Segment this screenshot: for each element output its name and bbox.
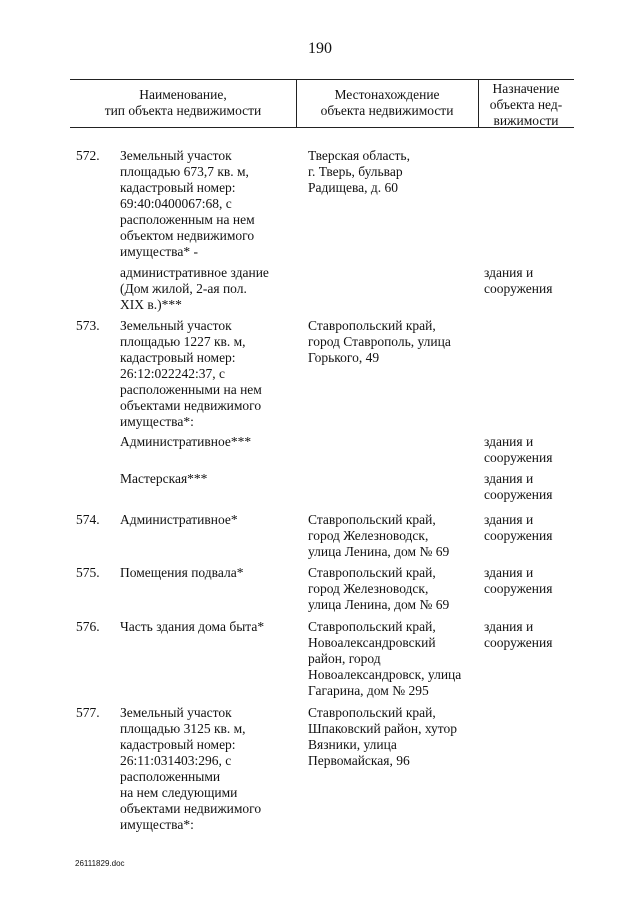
property-name-line: (Дом жилой, 2-ая пол. bbox=[120, 281, 247, 296]
property-purpose bbox=[484, 471, 574, 503]
property-location-line: Горького, 49 bbox=[308, 350, 380, 365]
property-name-line: Административное*** bbox=[120, 434, 252, 449]
property-name bbox=[120, 619, 290, 635]
property-location-line: город Железноводск, bbox=[308, 528, 429, 543]
property-name bbox=[120, 512, 290, 528]
property-name-line: расположенными на нем bbox=[120, 382, 262, 397]
property-purpose-line: сооружения bbox=[484, 487, 553, 502]
property-name-line: Административное* bbox=[120, 512, 238, 527]
property-name-line: кадастровый номер: bbox=[120, 737, 236, 752]
header-name-type bbox=[70, 87, 296, 119]
property-name-line: объектом недвижимого bbox=[120, 228, 255, 243]
property-name bbox=[120, 148, 290, 260]
property-location-line: Шпаковский район, хутор bbox=[308, 721, 458, 736]
property-location bbox=[308, 565, 480, 613]
property-purpose-line: здания и bbox=[484, 434, 534, 449]
property-name-line: Земельный участок bbox=[120, 148, 232, 163]
property-location-line: Ставропольский край, bbox=[308, 705, 436, 720]
property-name-line: площадью 1227 кв. м, bbox=[120, 334, 246, 349]
table-header-top-rule bbox=[70, 79, 574, 80]
property-name-line: Помещения подвала* bbox=[120, 565, 244, 580]
property-location-line: город Железноводск, bbox=[308, 581, 429, 596]
property-name bbox=[120, 318, 290, 430]
property-name-line: Часть здания дома быта* bbox=[120, 619, 265, 634]
property-name-line: кадастровый номер: bbox=[120, 350, 236, 365]
header-purpose bbox=[478, 81, 574, 129]
property-name-line: Мастерская*** bbox=[120, 471, 208, 486]
property-name-line: объектами недвижимого bbox=[120, 801, 262, 816]
property-name-line: имущества*: bbox=[120, 817, 194, 832]
property-purpose-line: здания и bbox=[484, 512, 534, 527]
header-purpose-line: Назначение bbox=[492, 81, 560, 96]
row-number: 576. bbox=[76, 619, 100, 634]
property-name-line: на нем следующими bbox=[120, 785, 238, 800]
property-name bbox=[120, 565, 290, 581]
property-purpose bbox=[484, 565, 574, 597]
page-number: 190 bbox=[308, 40, 332, 57]
property-location-line: район, город bbox=[308, 651, 381, 666]
property-name-line: имущества*: bbox=[120, 414, 194, 429]
property-location bbox=[308, 318, 480, 366]
property-location-line: улица Ленина, дом № 69 bbox=[308, 544, 450, 559]
header-name-type-line: Наименование, bbox=[139, 87, 227, 102]
header-name-type-line: тип объекта недвижимости bbox=[104, 103, 262, 118]
property-location-line: Ставропольский край, bbox=[308, 619, 436, 634]
property-location-line: Первомайская, 96 bbox=[308, 753, 410, 768]
row-number: 577. bbox=[76, 705, 100, 720]
property-location-line: Новоалександровск, улица bbox=[308, 667, 462, 682]
property-purpose-line: сооружения bbox=[484, 450, 553, 465]
header-location-line: Местонахождение bbox=[334, 87, 440, 102]
property-name-line: 26:12:022242:37, с bbox=[120, 366, 225, 381]
property-location-line: Новоалександровский bbox=[308, 635, 436, 650]
property-name bbox=[120, 471, 290, 487]
footer-filename: 26111829.doc bbox=[75, 859, 125, 868]
property-name-line: XIX в.)*** bbox=[120, 297, 182, 312]
property-name-line: кадастровый номер: bbox=[120, 180, 236, 195]
property-location-line: Радищева, д. 60 bbox=[308, 180, 399, 195]
property-name-line: 69:40:0400067:68, с bbox=[120, 196, 232, 211]
property-location bbox=[308, 512, 480, 560]
property-purpose-line: здания и bbox=[484, 565, 534, 580]
property-name-line: 26:11:031403:296, с bbox=[120, 753, 232, 768]
property-location bbox=[308, 619, 480, 699]
row-number: 575. bbox=[76, 565, 100, 580]
property-purpose bbox=[484, 265, 574, 297]
row-number: 574. bbox=[76, 512, 100, 527]
row-number: 573. bbox=[76, 318, 100, 333]
row-number: 572. bbox=[76, 148, 100, 163]
property-location-line: Вязники, улица bbox=[308, 737, 397, 752]
property-name-line: административное здание bbox=[120, 265, 269, 280]
property-name-line: объектами недвижимого bbox=[120, 398, 262, 413]
property-location-line: Ставропольский край, bbox=[308, 565, 436, 580]
property-purpose-line: сооружения bbox=[484, 281, 553, 296]
property-purpose-line: здания и bbox=[484, 619, 534, 634]
property-name-line: имущества* - bbox=[120, 244, 198, 259]
property-purpose bbox=[484, 434, 574, 466]
header-location-line: объекта недвижимости bbox=[320, 103, 454, 118]
property-name-line: расположенным на нем bbox=[120, 212, 255, 227]
property-location bbox=[308, 705, 480, 769]
property-purpose-line: сооружения bbox=[484, 581, 553, 596]
property-purpose-line: сооружения bbox=[484, 635, 553, 650]
property-name-line: Земельный участок bbox=[120, 705, 232, 720]
property-name-line: расположенными bbox=[120, 769, 221, 784]
property-name-line: Земельный участок bbox=[120, 318, 232, 333]
property-name bbox=[120, 434, 290, 450]
property-purpose-line: здания и bbox=[484, 471, 534, 486]
property-name bbox=[120, 705, 290, 833]
property-location-line: Тверская область, bbox=[308, 148, 410, 163]
property-purpose-line: здания и bbox=[484, 265, 534, 280]
property-location-line: город Ставрополь, улица bbox=[308, 334, 451, 349]
property-purpose bbox=[484, 512, 574, 544]
header-location bbox=[296, 87, 478, 119]
property-purpose-line: сооружения bbox=[484, 528, 553, 543]
property-location-line: Гагарина, дом № 295 bbox=[308, 683, 429, 698]
property-location-line: Ставропольский край, bbox=[308, 318, 436, 333]
header-purpose-line: объекта нед- bbox=[489, 97, 563, 112]
property-name-line: площадью 3125 кв. м, bbox=[120, 721, 246, 736]
property-name bbox=[120, 265, 290, 313]
property-location-line: Ставропольский край, bbox=[308, 512, 436, 527]
property-purpose bbox=[484, 619, 574, 651]
property-location-line: г. Тверь, бульвар bbox=[308, 164, 403, 179]
property-name-line: площадью 673,7 кв. м, bbox=[120, 164, 249, 179]
property-location-line: улица Ленина, дом № 69 bbox=[308, 597, 450, 612]
property-location bbox=[308, 148, 480, 196]
header-purpose-line: вижимости bbox=[493, 113, 559, 128]
